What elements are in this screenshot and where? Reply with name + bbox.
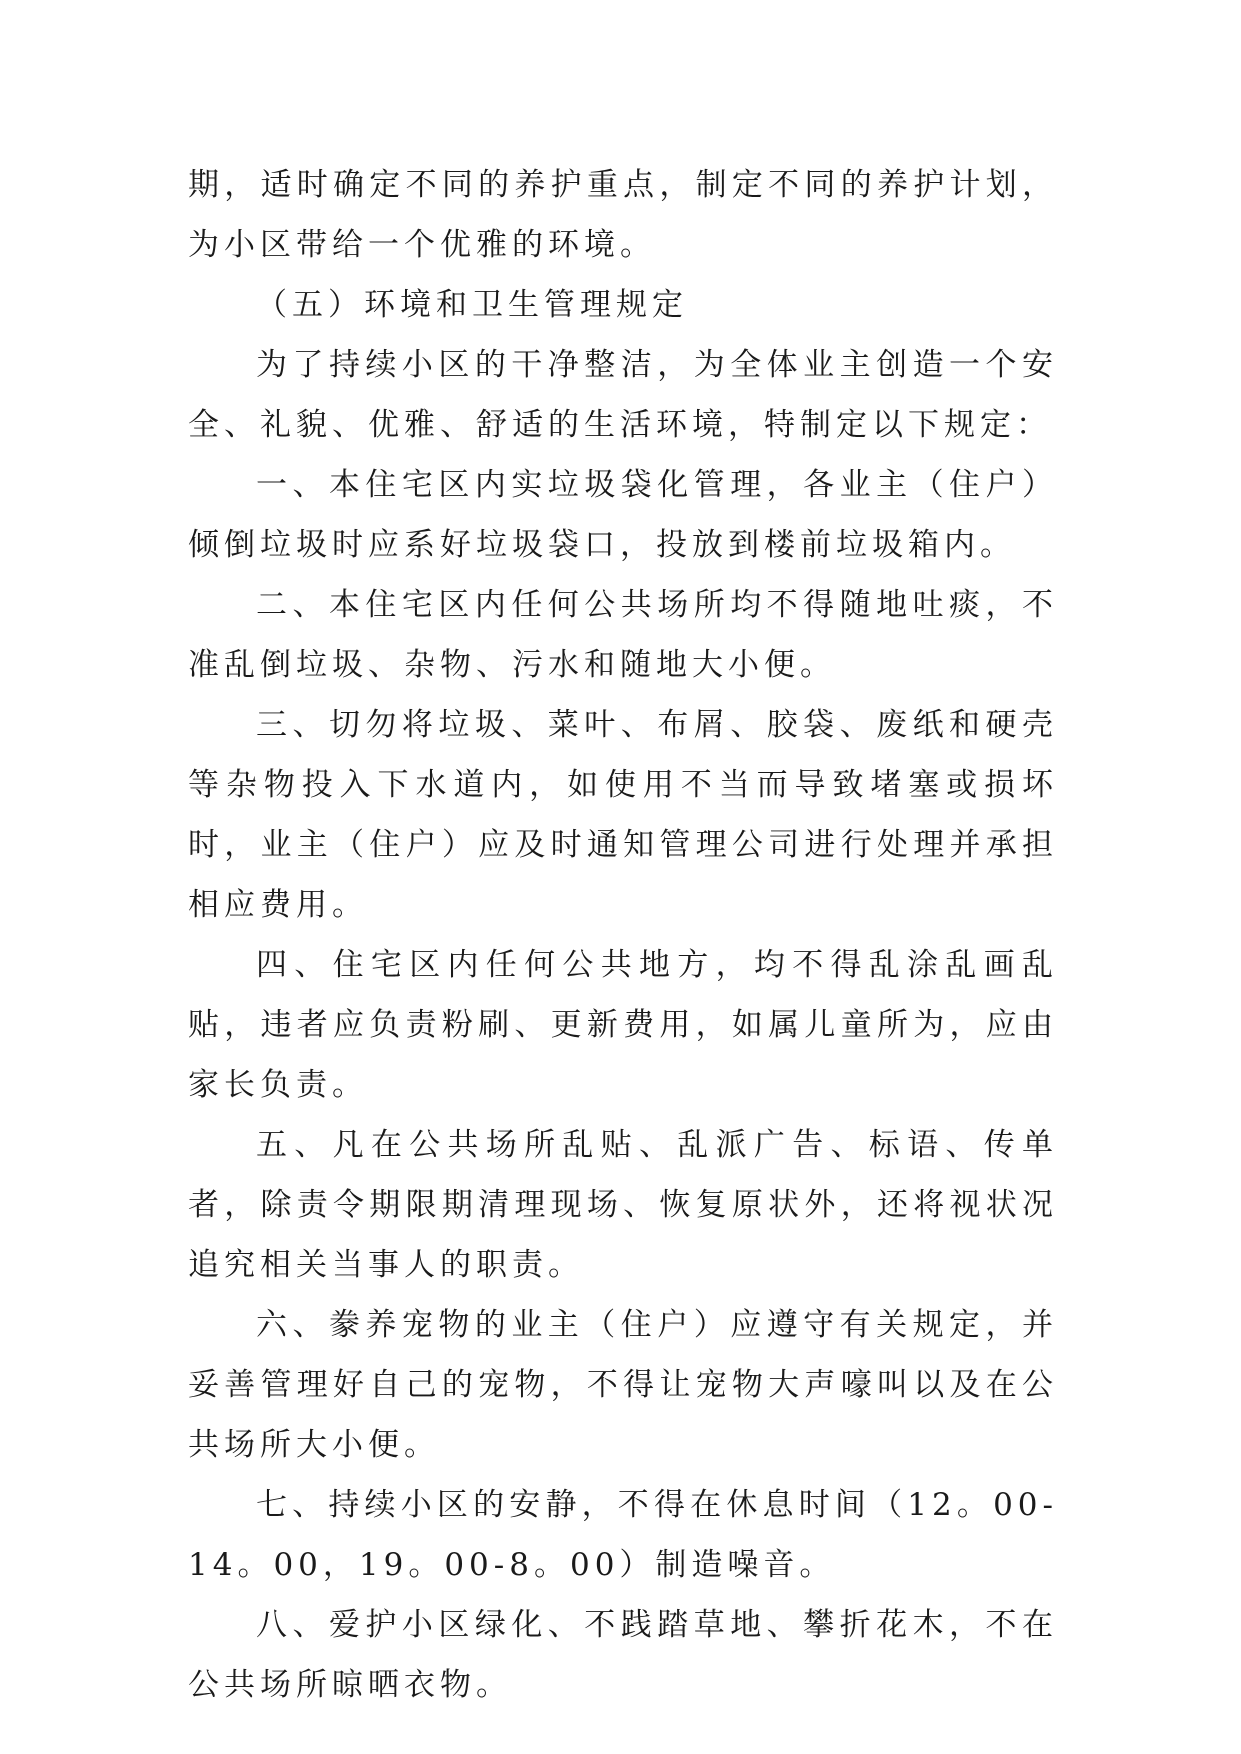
rule-paragraph-1: 一、本住宅区内实垃圾袋化管理，各业主（住户）倾倒垃圾时应系好垃圾袋口，投放到楼前垃圾箱内。 [188,467,1058,563]
intro-paragraph: 为了持续小区的干净整洁，为全体业主创造一个安全、礼貌、优雅、舒适的生活环境，特制定以下规定： [188,347,1058,443]
rule-paragraph-2: 二、本住宅区内任何公共场所均不得随地吐痰，不准乱倒垃圾、杂物、污水和随地大小便。 [188,587,1058,683]
section-heading: （五）环境和卫生管理规定 [256,287,688,323]
rule-paragraph-7: 七、持续小区的安静，不得在休息时间（12。00-14。00，19。00-8。00）制造噪音。 [188,1487,1058,1583]
continuation-paragraph: 期，适时确定不同的养护重点，制定不同的养护计划，为小区带给一个优雅的环境。 [188,167,1058,263]
document-body [188,155,1058,1715]
rule-paragraph-5: 五、凡在公共场所乱贴、乱派广告、标语、传单者，除责令期限期清理现场、恢复原状外，还将视状况追究相关当事人的职责。 [188,1127,1058,1283]
rule-paragraph-4: 四、住宅区内任何公共地方，均不得乱涂乱画乱贴，违者应负责粉刷、更新费用，如属儿童所为，应由家长负责。 [188,947,1058,1103]
rule-paragraph-6: 六、豢养宠物的业主（住户）应遵守有关规定，并妥善管理好自己的宠物，不得让宠物大声嚎叫以及在公共场所大小便。 [188,1307,1058,1463]
rule-paragraph-8: 八、爱护小区绿化、不践踏草地、攀折花木，不在公共场所晾晒衣物。 [188,1607,1058,1703]
rule-paragraph-3: 三、切勿将垃圾、菜叶、布屑、胶袋、废纸和硬壳等杂物投入下水道内，如使用不当而导致堵塞或损坏时，业主（住户）应及时通知管理公司进行处理并承担相应费用。 [188,707,1058,923]
